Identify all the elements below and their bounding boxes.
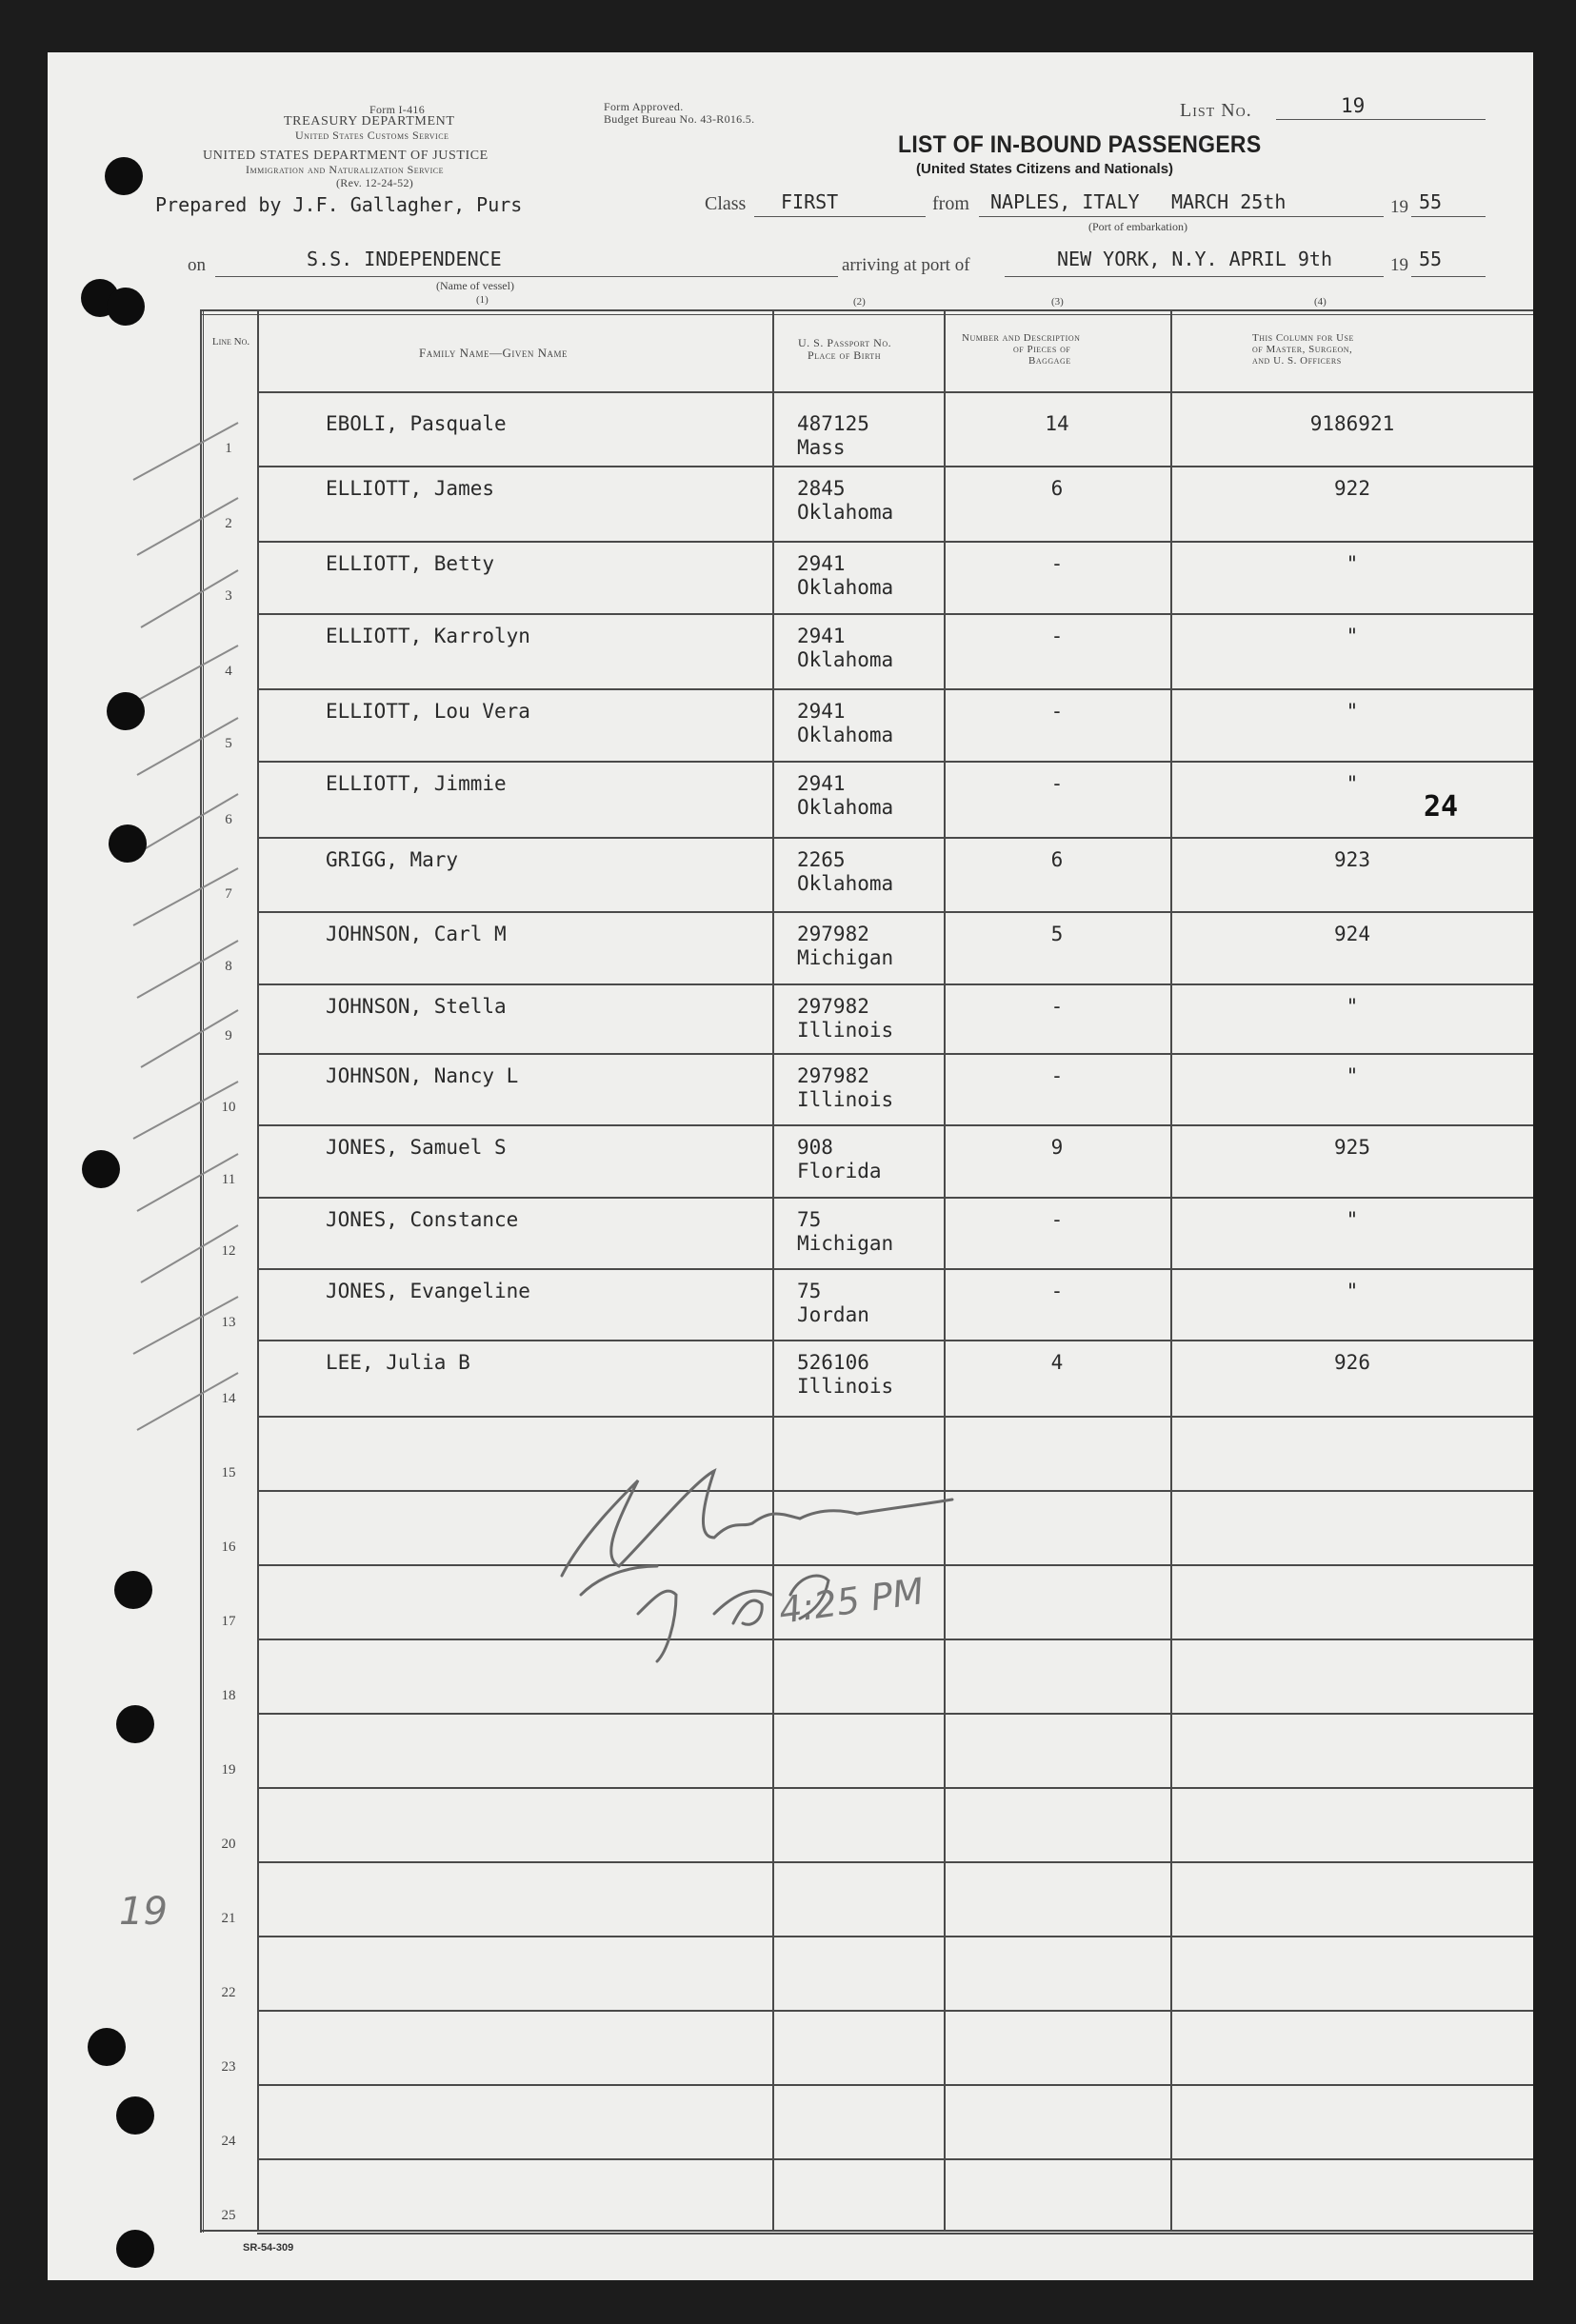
place-of-birth: Jordan bbox=[797, 1303, 869, 1326]
officer-entry: " bbox=[1346, 625, 1359, 647]
place-of-birth: Oklahoma bbox=[797, 648, 894, 671]
arriving-port: NEW YORK, N.Y. APRIL 9th bbox=[1057, 248, 1332, 270]
punch-hole bbox=[116, 1705, 154, 1743]
baggage-count: 4 bbox=[1050, 1351, 1064, 1374]
passenger-name: LEE, Julia B bbox=[326, 1351, 470, 1374]
passenger-name: ELLIOTT, Jimmie bbox=[326, 772, 507, 795]
punch-hole bbox=[116, 2230, 154, 2268]
signature-name: Sherman bbox=[667, 1519, 671, 1520]
officer-entry: " bbox=[1346, 552, 1359, 575]
baggage-count: - bbox=[1050, 1208, 1064, 1231]
officer-entry: " bbox=[1346, 772, 1359, 795]
header-baggage-3: Baggage bbox=[1028, 355, 1071, 367]
passport-number: 487125 bbox=[797, 412, 869, 435]
line-number: 14 bbox=[221, 1391, 236, 1406]
check-slash bbox=[133, 646, 238, 703]
customs-service: United States Customs Service bbox=[295, 129, 449, 142]
punch-hole bbox=[116, 2096, 154, 2135]
passport-number: 297982 bbox=[797, 995, 869, 1018]
line-number: 23 bbox=[221, 2059, 236, 2075]
officer-entry: 9186921 bbox=[1309, 412, 1395, 435]
officer-entry: 922 bbox=[1334, 477, 1370, 500]
line-number: 16 bbox=[221, 1539, 236, 1555]
officer-entry: " bbox=[1346, 700, 1359, 723]
check-slash bbox=[137, 1154, 238, 1211]
line-number: 24 bbox=[221, 2134, 236, 2149]
header-officers-2: of Master, Surgeon, bbox=[1252, 344, 1353, 355]
line-number: 3 bbox=[225, 588, 232, 604]
line-number: 6 bbox=[225, 812, 232, 827]
passenger-name: ELLIOTT, Karrolyn bbox=[326, 625, 530, 647]
check-slash bbox=[137, 718, 238, 775]
punch-hole bbox=[82, 1150, 120, 1188]
line-number: 7 bbox=[225, 886, 232, 902]
line-number: 8 bbox=[225, 959, 232, 974]
line-number: 9 bbox=[225, 1028, 232, 1043]
vessel-name: S.S. INDEPENDENCE bbox=[307, 248, 502, 270]
check-slash bbox=[141, 1010, 238, 1067]
passport-number: 2265 bbox=[797, 848, 846, 871]
passenger-name: JOHNSON, Nancy L bbox=[326, 1064, 519, 1087]
officer-entry: " bbox=[1346, 1208, 1359, 1231]
manifest-page bbox=[48, 52, 1533, 2280]
header-officers-1: This Column for Use bbox=[1252, 332, 1354, 344]
year-prefix-2: 19 bbox=[1390, 255, 1408, 275]
class-value: FIRST bbox=[781, 190, 839, 213]
header-baggage-1: Number and Description bbox=[962, 332, 1081, 344]
passport-number: 2941 bbox=[797, 625, 846, 647]
line-number: 20 bbox=[221, 1837, 236, 1852]
line-number: 5 bbox=[225, 736, 232, 751]
line-number: 21 bbox=[221, 1911, 236, 1926]
baggage-count: 9 bbox=[1050, 1136, 1064, 1159]
year-prefix-1: 19 bbox=[1390, 197, 1408, 217]
form-approved: Form Approved. bbox=[604, 100, 684, 113]
stamp-number: 24 bbox=[1424, 790, 1459, 824]
baggage-count: - bbox=[1050, 625, 1064, 647]
line-number: 4 bbox=[225, 664, 232, 679]
line-number: 13 bbox=[221, 1315, 236, 1330]
passport-number: 75 bbox=[797, 1280, 822, 1302]
place-of-birth: Oklahoma bbox=[797, 501, 894, 524]
passenger-name: ELLIOTT, James bbox=[326, 477, 495, 500]
punch-hole bbox=[105, 157, 143, 195]
place-of-birth: Illinois bbox=[797, 1088, 894, 1111]
from-label: from bbox=[932, 193, 969, 214]
revision-date: (Rev. 12-24-52) bbox=[336, 176, 414, 189]
place-of-birth: Illinois bbox=[797, 1375, 894, 1398]
passenger-name: JOHNSON, Stella bbox=[326, 995, 507, 1018]
line-number: 12 bbox=[221, 1243, 236, 1259]
place-of-birth: Oklahoma bbox=[797, 576, 894, 599]
passport-number: 908 bbox=[797, 1136, 833, 1159]
baggage-count: - bbox=[1050, 1064, 1064, 1087]
budget-bureau: Budget Bureau No. 43-R016.5. bbox=[604, 112, 755, 126]
officer-entry: 923 bbox=[1334, 848, 1370, 871]
passport-number: 526106 bbox=[797, 1351, 869, 1374]
passport-number: 297982 bbox=[797, 923, 869, 945]
passport-number: 297982 bbox=[797, 1064, 869, 1087]
line-number: 11 bbox=[221, 1172, 236, 1187]
footer-code: SR-54-309 bbox=[243, 2242, 294, 2254]
officer-entry: " bbox=[1346, 1280, 1359, 1302]
column-1-number: (1) bbox=[476, 294, 489, 306]
from-date: MARCH 25th bbox=[1171, 190, 1287, 213]
punch-hole bbox=[107, 288, 145, 326]
port-embarkation-caption: (Port of embarkation) bbox=[1088, 220, 1187, 233]
header-passport-2: Place of Birth bbox=[808, 348, 881, 362]
passport-number: 2941 bbox=[797, 552, 846, 575]
line-number: 2 bbox=[225, 516, 232, 531]
line-number: 19 bbox=[221, 1762, 236, 1778]
form-number: Form I-416 bbox=[369, 103, 425, 116]
check-slash bbox=[133, 1297, 238, 1354]
place-of-birth: Oklahoma bbox=[797, 796, 894, 819]
baggage-count: 14 bbox=[1045, 412, 1069, 435]
line-number: 15 bbox=[221, 1465, 236, 1480]
page-subtitle: (United States Citizens and Nationals) bbox=[916, 161, 1174, 177]
passenger-name: JOHNSON, Carl M bbox=[326, 923, 507, 945]
check-slash bbox=[133, 868, 238, 925]
line-number: 25 bbox=[221, 2208, 236, 2223]
from-value: NAPLES, ITALY bbox=[990, 190, 1140, 213]
line-number: 17 bbox=[221, 1614, 236, 1629]
header-passport-1: U. S. Passport No. bbox=[798, 336, 892, 349]
passenger-name: JONES, Samuel S bbox=[326, 1136, 507, 1159]
officer-entry: " bbox=[1346, 1064, 1359, 1087]
baggage-count: 6 bbox=[1050, 477, 1064, 500]
header-family-name: Family Name—Given Name bbox=[419, 346, 568, 360]
officer-entry: 925 bbox=[1334, 1136, 1370, 1159]
check-slash bbox=[141, 1225, 238, 1282]
place-of-birth: Illinois bbox=[797, 1019, 894, 1042]
check-slash bbox=[133, 1082, 238, 1139]
header-officers-3: and U. S. Officers bbox=[1252, 355, 1342, 367]
passport-number: 2845 bbox=[797, 477, 846, 500]
baggage-count: - bbox=[1050, 772, 1064, 795]
place-of-birth: Florida bbox=[797, 1160, 882, 1182]
class-label: Class bbox=[705, 193, 747, 214]
department-of-justice: UNITED STATES DEPARTMENT OF JUSTICE bbox=[203, 149, 489, 163]
baggage-count: 6 bbox=[1050, 848, 1064, 871]
passenger-name: ELLIOTT, Betty bbox=[326, 552, 495, 575]
check-slash bbox=[141, 794, 238, 851]
passport-number: 2941 bbox=[797, 772, 846, 795]
passport-number: 2941 bbox=[797, 700, 846, 723]
margin-handwritten-number: 19 bbox=[119, 1890, 168, 1934]
line-number: 22 bbox=[221, 1985, 236, 2000]
passport-number: 75 bbox=[797, 1208, 822, 1231]
prepared-by: Prepared by J.F. Gallagher, Purs bbox=[155, 193, 523, 216]
punch-hole bbox=[114, 1571, 152, 1609]
baggage-count: - bbox=[1050, 1280, 1064, 1302]
vessel-caption: (Name of vessel) bbox=[436, 279, 514, 292]
list-no-value: 19 bbox=[1341, 94, 1366, 117]
page-title: LIST OF IN-BOUND PASSENGERS bbox=[898, 131, 1262, 158]
line-number: 1 bbox=[225, 441, 232, 456]
line-number: 18 bbox=[221, 1688, 236, 1703]
passenger-name: EBOLI, Pasquale bbox=[326, 412, 507, 435]
place-of-birth: Michigan bbox=[797, 946, 894, 969]
punch-hole bbox=[109, 824, 147, 863]
on-label: on bbox=[188, 255, 206, 275]
officer-entry: " bbox=[1346, 995, 1359, 1018]
punch-hole bbox=[88, 2028, 126, 2066]
treasury-department: TREASURY DEPARTMENT bbox=[284, 114, 455, 129]
column-2-number: (2) bbox=[853, 296, 866, 308]
line-number: 10 bbox=[221, 1100, 236, 1115]
column-4-number: (4) bbox=[1314, 296, 1327, 308]
baggage-count: - bbox=[1050, 552, 1064, 575]
passenger-name: ELLIOTT, Lou Vera bbox=[326, 700, 530, 723]
check-slash bbox=[137, 941, 238, 998]
passenger-name: GRIGG, Mary bbox=[326, 848, 459, 871]
check-mark-slashes bbox=[48, 52, 1533, 2280]
check-slash bbox=[133, 423, 238, 480]
signature-time: 4:25 PM bbox=[776, 1570, 927, 1632]
check-slash bbox=[137, 498, 238, 555]
column-3-number: (3) bbox=[1051, 296, 1064, 308]
header-line-no: Line No. bbox=[211, 336, 250, 348]
check-slash bbox=[141, 570, 238, 627]
immigration-service: Immigration and Naturalization Service bbox=[246, 163, 445, 176]
passenger-name: JONES, Evangeline bbox=[326, 1280, 530, 1302]
place-of-birth: Michigan bbox=[797, 1232, 894, 1255]
check-slash bbox=[137, 1373, 238, 1430]
officer-entry: 926 bbox=[1334, 1351, 1370, 1374]
year-value-1: 55 bbox=[1419, 190, 1443, 213]
officer-entry: 924 bbox=[1334, 923, 1370, 945]
year-value-2: 55 bbox=[1419, 248, 1443, 270]
list-no-label: List No. bbox=[1180, 100, 1252, 121]
place-of-birth: Oklahoma bbox=[797, 724, 894, 746]
place-of-birth: Mass bbox=[797, 436, 846, 459]
baggage-count: - bbox=[1050, 700, 1064, 723]
place-of-birth: Oklahoma bbox=[797, 872, 894, 895]
baggage-count: - bbox=[1050, 995, 1064, 1018]
arriving-label: arriving at port of bbox=[842, 255, 970, 275]
header-baggage-2: of Pieces of bbox=[1013, 344, 1071, 355]
baggage-count: 5 bbox=[1050, 923, 1064, 945]
punch-hole bbox=[107, 692, 145, 730]
passenger-name: JONES, Constance bbox=[326, 1208, 519, 1231]
